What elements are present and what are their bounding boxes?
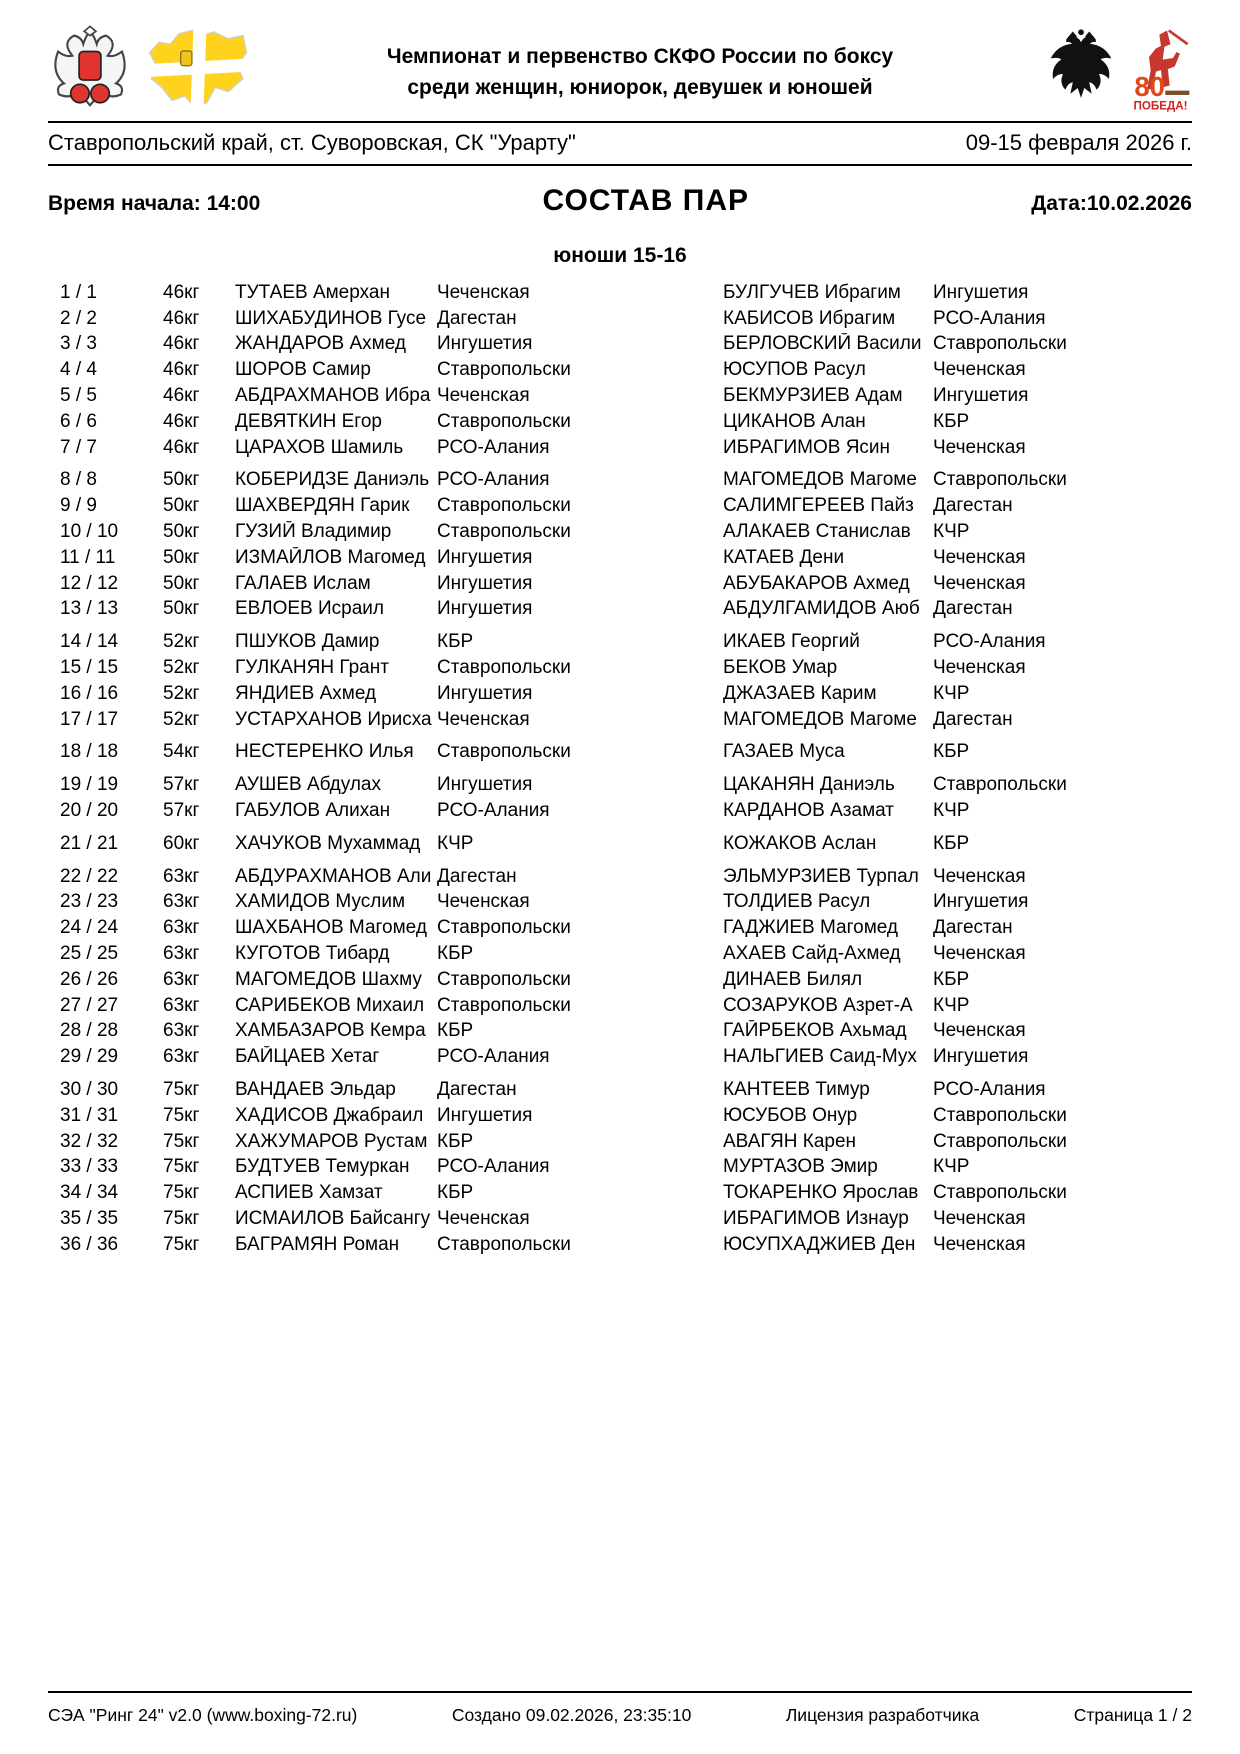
- weight-category: 46кг: [163, 410, 200, 432]
- red-corner-region: Ингушетия: [437, 333, 533, 355]
- red-corner-region: Ставропольски: [437, 410, 571, 432]
- red-corner-region: Ставропольски: [437, 994, 571, 1016]
- pair-number: 17 / 17: [60, 708, 119, 730]
- footer-app-name: СЭА "Ринг 24" v2.0 (www.boxing-72.ru): [48, 1705, 358, 1725]
- red-corner-name: БАЙЦАЕВ Хетаг: [235, 1046, 380, 1068]
- pair-number: 19 / 19: [60, 774, 119, 796]
- blue-corner-name: ДЖАЗАЕВ Карим: [723, 682, 877, 704]
- pair-number: 20 / 20: [60, 800, 119, 822]
- pair-number: 29 / 29: [60, 1046, 119, 1068]
- blue-corner-name: АБДУЛГАМИДОВ Аюб: [723, 598, 920, 620]
- red-corner-name: ШАХВЕРДЯН Гарик: [235, 495, 410, 517]
- red-corner-region: Ингушетия: [437, 572, 533, 594]
- weight-category: 75кг: [163, 1182, 200, 1204]
- pair-row: [60, 545, 1192, 571]
- blue-corner-region: Ингушетия: [933, 385, 1029, 407]
- weight-category: 75кг: [163, 1104, 200, 1126]
- pair-row: [60, 772, 1192, 798]
- blue-corner-region: Ставропольски: [933, 774, 1067, 796]
- blue-corner-name: АВАГЯН Карен: [723, 1130, 857, 1152]
- weight-category: 63кг: [163, 968, 200, 990]
- title-line-2: среди женщин, юниорок, девушек и юношей: [407, 75, 873, 99]
- blue-corner-name: БЕКОВ Умар: [723, 657, 838, 679]
- red-corner-name: ЯНДИЕВ Ахмед: [235, 682, 377, 704]
- pair-row: [60, 597, 1192, 623]
- blue-corner-name: ТОКАРЕНКО Ярослав: [723, 1182, 919, 1204]
- pair-row: [60, 1077, 1192, 1103]
- blue-corner-name: ДИНАЕВ Билял: [723, 968, 863, 990]
- blue-corner-name: МАГОМЕДОВ Магоме: [723, 469, 917, 491]
- pair-row: [60, 1232, 1192, 1258]
- pair-row: [60, 1206, 1192, 1232]
- event-dates: 09-15 февраля 2026 г.: [965, 130, 1192, 155]
- weight-category: 50кг: [163, 572, 200, 594]
- pair-number: 26 / 26: [60, 968, 119, 990]
- red-corner-region: Ставропольски: [437, 917, 571, 939]
- pair-number: 3 / 3: [60, 333, 97, 355]
- pair-number: 31 / 31: [60, 1104, 119, 1126]
- red-corner-region: КБР: [437, 1020, 474, 1042]
- blue-corner-region: КЧР: [933, 800, 970, 822]
- weight-category: 46кг: [163, 281, 200, 303]
- red-corner-region: Дагестан: [437, 1079, 517, 1100]
- weight-category: 54кг: [163, 741, 200, 763]
- blue-corner-name: КАРДАНОВ Азамат: [723, 800, 894, 822]
- red-corner-region: Чеченская: [437, 891, 530, 913]
- red-corner-name: ИЗМАЙЛОВ Магомед: [235, 546, 426, 568]
- boxing-federation-emblem-icon: [48, 24, 132, 121]
- blue-corner-region: КЧР: [933, 521, 970, 543]
- pair-row: [60, 383, 1192, 409]
- pair-number: 4 / 4: [60, 359, 97, 381]
- blue-corner-name: ЮСУПОВ Расул: [723, 359, 866, 381]
- pair-row: [60, 831, 1192, 857]
- header-left-logos: [48, 24, 303, 121]
- pair-number: 33 / 33: [60, 1156, 119, 1178]
- header: [48, 0, 1192, 121]
- weight-category: 75кг: [163, 1156, 200, 1178]
- red-corner-region: Чеченская: [437, 385, 530, 407]
- blue-corner-region: Дагестан: [933, 708, 1013, 730]
- pair-number: 32 / 32: [60, 1130, 119, 1152]
- blue-corner-name: КАНТЕЕВ Тимур: [723, 1079, 870, 1100]
- pair-number: 13 / 13: [60, 598, 119, 620]
- pair-number: 15 / 15: [60, 657, 119, 679]
- blue-corner-region: Ставропольски: [933, 469, 1067, 491]
- red-corner-name: ДЕВЯТКИН Егор: [235, 410, 382, 432]
- pair-row: [60, 409, 1192, 435]
- pair-row: [60, 332, 1192, 358]
- weight-category: 63кг: [163, 917, 200, 939]
- blue-corner-name: ЮСУПХАДЖИЕВ Ден: [723, 1233, 916, 1255]
- blue-corner-region: Ставропольски: [933, 333, 1067, 355]
- weight-category: 75кг: [163, 1079, 200, 1100]
- blue-corner-region: Ингушетия: [933, 281, 1029, 303]
- red-corner-name: ГАЛАЕВ Ислам: [235, 572, 371, 594]
- weight-category: 63кг: [163, 865, 200, 887]
- blue-corner-name: ГАЗАЕВ Муса: [723, 741, 845, 763]
- red-corner-name: ТУТАЕВ Амерхан: [235, 281, 390, 303]
- blue-corner-region: КБР: [933, 832, 970, 854]
- weight-category: 63кг: [163, 1020, 200, 1042]
- ministry-sport-eagle-icon: [1040, 27, 1122, 118]
- pair-number: 27 / 27: [60, 994, 119, 1016]
- red-corner-region: Ставропольски: [437, 657, 571, 679]
- pair-number: 24 / 24: [60, 917, 119, 939]
- red-corner-region: КБР: [437, 1130, 474, 1152]
- pair-row: [60, 681, 1192, 707]
- header-right-logos: [977, 27, 1192, 118]
- red-corner-name: АБДРАХМАНОВ Ибра: [235, 385, 431, 407]
- red-corner-region: КБР: [437, 631, 474, 653]
- blue-corner-name: КАБИСОВ Ибрагим: [723, 307, 896, 329]
- pair-row: [60, 740, 1192, 766]
- red-corner-name: ГУЛКАНЯН Грант: [235, 657, 389, 679]
- pair-row: [60, 1019, 1192, 1045]
- blue-corner-region: КБР: [933, 741, 970, 763]
- blue-corner-region: КБР: [933, 410, 970, 432]
- weight-category: 52кг: [163, 631, 200, 653]
- red-corner-region: КБР: [437, 1182, 474, 1204]
- pair-row: [60, 357, 1192, 383]
- blue-corner-name: ЦИКАНОВ Алан: [723, 410, 866, 432]
- red-corner-name: ХАДИСОВ Джабраил: [235, 1104, 424, 1126]
- red-corner-region: Чеченская: [437, 281, 530, 303]
- red-corner-name: ШОРОВ Самир: [235, 359, 371, 381]
- weight-category: 52кг: [163, 682, 200, 704]
- pair-row: [60, 280, 1192, 306]
- section-title: юноши 15-16: [553, 244, 687, 267]
- victory-80-icon: [1130, 27, 1192, 118]
- pair-number: 25 / 25: [60, 943, 119, 965]
- weight-category: 57кг: [163, 800, 200, 822]
- weight-category: 60кг: [163, 832, 200, 854]
- blue-corner-name: НАЛЬГИЕВ Саид-Мух: [723, 1046, 917, 1068]
- weight-category: 63кг: [163, 994, 200, 1016]
- pair-number: 2 / 2: [60, 307, 97, 329]
- red-corner-region: Ставропольски: [437, 1233, 571, 1255]
- meta-row: [48, 166, 1192, 220]
- weight-category: 46кг: [163, 307, 200, 329]
- document-title: СОСТАВ ПАР: [542, 184, 750, 217]
- pair-number: 5 / 5: [60, 385, 97, 407]
- weight-category: 50кг: [163, 521, 200, 543]
- red-corner-name: ГУЗИЙ Владимир: [235, 521, 392, 543]
- pair-row: [60, 1155, 1192, 1181]
- red-corner-name: КОБЕРИДЗЕ Даниэль: [235, 469, 430, 491]
- red-corner-name: АБДУРАХМАНОВ Али: [235, 865, 432, 887]
- red-corner-region: КЧР: [437, 832, 474, 854]
- pair-number: 28 / 28: [60, 1020, 119, 1042]
- blue-corner-region: Чеченская: [933, 657, 1026, 679]
- blue-corner-region: РСО-Алания: [933, 631, 1046, 653]
- blue-corner-region: КЧР: [933, 682, 970, 704]
- blue-corner-region: Чеченская: [933, 1207, 1026, 1229]
- red-corner-name: УСТАРХАНОВ Ирисха: [235, 708, 432, 730]
- pair-row: [60, 890, 1192, 916]
- page-title: [303, 42, 977, 103]
- blue-corner-region: Чеченская: [933, 359, 1026, 381]
- weight-category: 75кг: [163, 1207, 200, 1229]
- pair-row: [60, 1180, 1192, 1206]
- red-corner-name: ХАМБАЗАРОВ Кемра: [235, 1020, 426, 1042]
- start-time-label: Время начала: 14:00: [48, 192, 261, 215]
- stavropol-krai-map-icon: [146, 26, 250, 119]
- weight-category: 52кг: [163, 708, 200, 730]
- pair-row: [60, 707, 1192, 733]
- red-corner-region: КБР: [437, 943, 474, 965]
- blue-corner-region: Дагестан: [933, 598, 1013, 620]
- weight-category: 46кг: [163, 333, 200, 355]
- blue-corner-name: АЛАКАЕВ Станислав: [723, 521, 911, 543]
- red-corner-name: КУГОТОВ Тибард: [235, 943, 390, 965]
- pair-row: [60, 864, 1192, 890]
- red-corner-name: ЖАНДАРОВ Ахмед: [235, 333, 406, 355]
- blue-corner-name: САЛИМГЕРЕЕВ Пайз: [723, 495, 914, 517]
- blue-corner-name: МАГОМЕДОВ Магоме: [723, 708, 917, 730]
- pair-row: [60, 1103, 1192, 1129]
- blue-corner-name: БЕКМУРЗИЕВ Адам: [723, 385, 903, 407]
- blue-corner-region: Чеченская: [933, 1233, 1026, 1255]
- pair-row: [60, 468, 1192, 494]
- blue-corner-region: КЧР: [933, 994, 970, 1016]
- footer-page-number: Страница 1 / 2: [1073, 1705, 1192, 1725]
- blue-corner-name: ТОЛДИЕВ Расул: [723, 891, 871, 913]
- red-corner-name: ВАНДАЕВ Эльдар: [235, 1079, 396, 1100]
- pair-number: 7 / 7: [60, 436, 97, 458]
- blue-corner-name: ИБРАГИМОВ Ясин: [723, 436, 891, 458]
- red-corner-region: РСО-Алания: [437, 1156, 550, 1178]
- pair-row: [60, 493, 1192, 519]
- blue-corner-region: Ставропольски: [933, 1130, 1067, 1152]
- pair-number: 35 / 35: [60, 1207, 119, 1229]
- red-corner-region: Дагестан: [437, 307, 517, 329]
- weight-category: 57кг: [163, 774, 200, 796]
- blue-corner-name: МУРТАЗОВ Эмир: [723, 1156, 878, 1178]
- red-corner-name: МАГОМЕДОВ Шахму: [235, 968, 422, 990]
- red-corner-name: САРИБЕКОВ Михаил: [235, 994, 425, 1016]
- red-corner-name: АУШЕВ Абдулах: [235, 774, 381, 796]
- pair-row: [60, 798, 1192, 824]
- blue-corner-name: ГАЙРБЕКОВ Ахьмад: [723, 1020, 907, 1042]
- blue-corner-name: ИКАЕВ Георгий: [723, 631, 860, 653]
- blue-corner-name: СОЗАРУКОВ Азрет-А: [723, 994, 913, 1016]
- blue-corner-region: Ставропольски: [933, 1182, 1067, 1204]
- footer-license: Лицензия разработчика: [785, 1705, 980, 1725]
- pair-number: 11 / 11: [60, 546, 116, 568]
- blue-corner-name: ЭЛЬМУРЗИЕВ Турпал: [723, 865, 919, 887]
- red-corner-name: ШИХАБУДИНОВ Гусе: [235, 307, 427, 329]
- blue-corner-region: Дагестан: [933, 917, 1013, 939]
- weight-category: 50кг: [163, 598, 200, 620]
- red-corner-region: Ингушетия: [437, 1104, 533, 1126]
- weight-category: 46кг: [163, 436, 200, 458]
- pair-row: [60, 1044, 1192, 1070]
- blue-corner-region: Чеченская: [933, 1020, 1026, 1042]
- weight-category: 52кг: [163, 657, 200, 679]
- red-corner-region: Ингушетия: [437, 682, 533, 704]
- pair-number: 36 / 36: [60, 1233, 119, 1255]
- pair-number: 10 / 10: [60, 521, 119, 543]
- blue-corner-region: Ингушетия: [933, 1046, 1029, 1068]
- victory-word-text: ПОБЕДА!: [1133, 99, 1188, 113]
- pair-row: [60, 519, 1192, 545]
- pair-number: 30 / 30: [60, 1079, 119, 1100]
- blue-corner-region: Чеченская: [933, 546, 1026, 568]
- pair-row: [60, 435, 1192, 461]
- red-corner-region: РСО-Алания: [437, 469, 550, 491]
- pair-row: [60, 629, 1192, 655]
- red-corner-name: АСПИЕВ Хамзат: [235, 1182, 383, 1204]
- event-info-row: [48, 123, 1192, 164]
- blue-corner-region: Дагестан: [933, 495, 1013, 517]
- date-label: Дата:10.02.2026: [1031, 192, 1192, 215]
- pair-number: 8 / 8: [60, 469, 97, 491]
- blue-corner-region: РСО-Алания: [933, 1079, 1046, 1100]
- title-line-1: Чемпионат и первенство СКФО России по боксу: [386, 45, 894, 69]
- blue-corner-region: КЧР: [933, 1156, 970, 1178]
- weight-category: 46кг: [163, 385, 200, 407]
- blue-corner-region: Чеченская: [933, 436, 1026, 458]
- red-corner-region: Ингушетия: [437, 546, 533, 568]
- red-corner-region: РСО-Алания: [437, 436, 550, 458]
- blue-corner-name: БЕРЛОВСКИЙ Васили: [723, 333, 922, 355]
- blue-corner-region: КБР: [933, 968, 970, 990]
- red-corner-region: Ингушетия: [437, 774, 533, 796]
- pair-row: [60, 915, 1192, 941]
- red-corner-region: Ингушетия: [437, 598, 533, 620]
- red-corner-region: Дагестан: [437, 865, 517, 887]
- red-corner-region: Ставропольски: [437, 741, 571, 763]
- pair-number: 14 / 14: [60, 631, 119, 653]
- pair-row: [60, 1129, 1192, 1155]
- blue-corner-name: АХАЕВ Сайд-Ахмед: [723, 943, 901, 965]
- pair-number: 23 / 23: [60, 891, 119, 913]
- weight-category: 63кг: [163, 891, 200, 913]
- blue-corner-region: Чеченская: [933, 943, 1026, 965]
- red-corner-region: Ставропольски: [437, 521, 571, 543]
- blue-corner-region: РСО-Алания: [933, 307, 1046, 329]
- pair-number: 18 / 18: [60, 741, 119, 763]
- red-corner-region: Чеченская: [437, 1207, 530, 1229]
- weight-category: 75кг: [163, 1130, 200, 1152]
- red-corner-name: НЕСТЕРЕНКО Илья: [235, 741, 414, 763]
- weight-category: 63кг: [163, 1046, 200, 1068]
- blue-corner-region: Ставропольски: [933, 1104, 1067, 1126]
- weight-category: 50кг: [163, 495, 200, 517]
- blue-corner-name: БУЛГУЧЕВ Ибрагим: [723, 281, 901, 303]
- pair-number: 6 / 6: [60, 410, 97, 432]
- red-corner-name: ЦАРАХОВ Шамиль: [235, 436, 404, 458]
- victory-number-text: 80: [1134, 70, 1165, 102]
- pair-row: [60, 655, 1192, 681]
- red-corner-region: РСО-Алания: [437, 1046, 550, 1068]
- weight-category: 63кг: [163, 943, 200, 965]
- pair-number: 21 / 21: [60, 832, 119, 854]
- weight-category: 46кг: [163, 359, 200, 381]
- pairs-table: [48, 280, 1192, 1258]
- blue-corner-name: ИБРАГИМОВ Изнаур: [723, 1207, 909, 1229]
- red-corner-region: Чеченская: [437, 708, 530, 730]
- red-corner-name: ШАХБАНОВ Магомед: [235, 917, 427, 939]
- pair-row: [60, 941, 1192, 967]
- pair-number: 1 / 1: [60, 281, 97, 303]
- red-corner-region: Ставропольски: [437, 359, 571, 381]
- red-corner-region: РСО-Алания: [437, 800, 550, 822]
- red-corner-name: ХАЖУМАРОВ Рустам: [235, 1130, 428, 1152]
- pair-number: 22 / 22: [60, 865, 119, 887]
- pair-row: [60, 306, 1192, 332]
- pair-number: 12 / 12: [60, 572, 119, 594]
- red-corner-region: Ставропольски: [437, 495, 571, 517]
- pair-number: 16 / 16: [60, 682, 119, 704]
- event-location: Ставропольский край, ст. Суворовская, СК "Урарту": [48, 130, 576, 155]
- weight-category: 50кг: [163, 469, 200, 491]
- blue-corner-region: Чеченская: [933, 572, 1026, 594]
- blue-corner-region: Чеченская: [933, 865, 1026, 887]
- pair-number: 9 / 9: [60, 495, 97, 517]
- blue-corner-name: АБУБАКАРОВ Ахмед: [723, 572, 910, 594]
- blue-corner-name: ГАДЖИЕВ Магомед: [723, 917, 898, 939]
- blue-corner-name: ЦАКАНЯН Даниэль: [723, 774, 895, 796]
- blue-corner-region: Ингушетия: [933, 891, 1029, 913]
- footer: [48, 1691, 1192, 1726]
- pair-row: [60, 967, 1192, 993]
- red-corner-region: Ставропольски: [437, 968, 571, 990]
- blue-corner-name: КАТАЕВ Дени: [723, 546, 845, 568]
- footer-created: Создано 09.02.2026, 23:35:10: [451, 1705, 692, 1725]
- red-corner-name: ЕВЛОЕВ Исраил: [235, 598, 384, 620]
- red-corner-name: ПШУКОВ Дамир: [235, 631, 380, 653]
- red-corner-name: БУДТУЕВ Темуркан: [235, 1156, 410, 1178]
- weight-category: 75кг: [163, 1233, 200, 1255]
- weight-category: 50кг: [163, 546, 200, 568]
- pair-row: [60, 993, 1192, 1019]
- red-corner-name: ГАБУЛОВ Алихан: [235, 800, 391, 822]
- red-corner-name: ИСМАИЛОВ Байсангу: [235, 1207, 431, 1229]
- pair-number: 34 / 34: [60, 1182, 119, 1204]
- red-corner-name: ХАЧУКОВ Мухаммад: [235, 832, 421, 854]
- red-corner-name: БАГРАМЯН Роман: [235, 1233, 400, 1255]
- blue-corner-name: КОЖАКОВ Аслан: [723, 832, 877, 854]
- pair-row: [60, 571, 1192, 597]
- red-corner-name: ХАМИДОВ Муслим: [235, 891, 406, 913]
- blue-corner-name: ЮСУБОВ Онур: [723, 1104, 858, 1126]
